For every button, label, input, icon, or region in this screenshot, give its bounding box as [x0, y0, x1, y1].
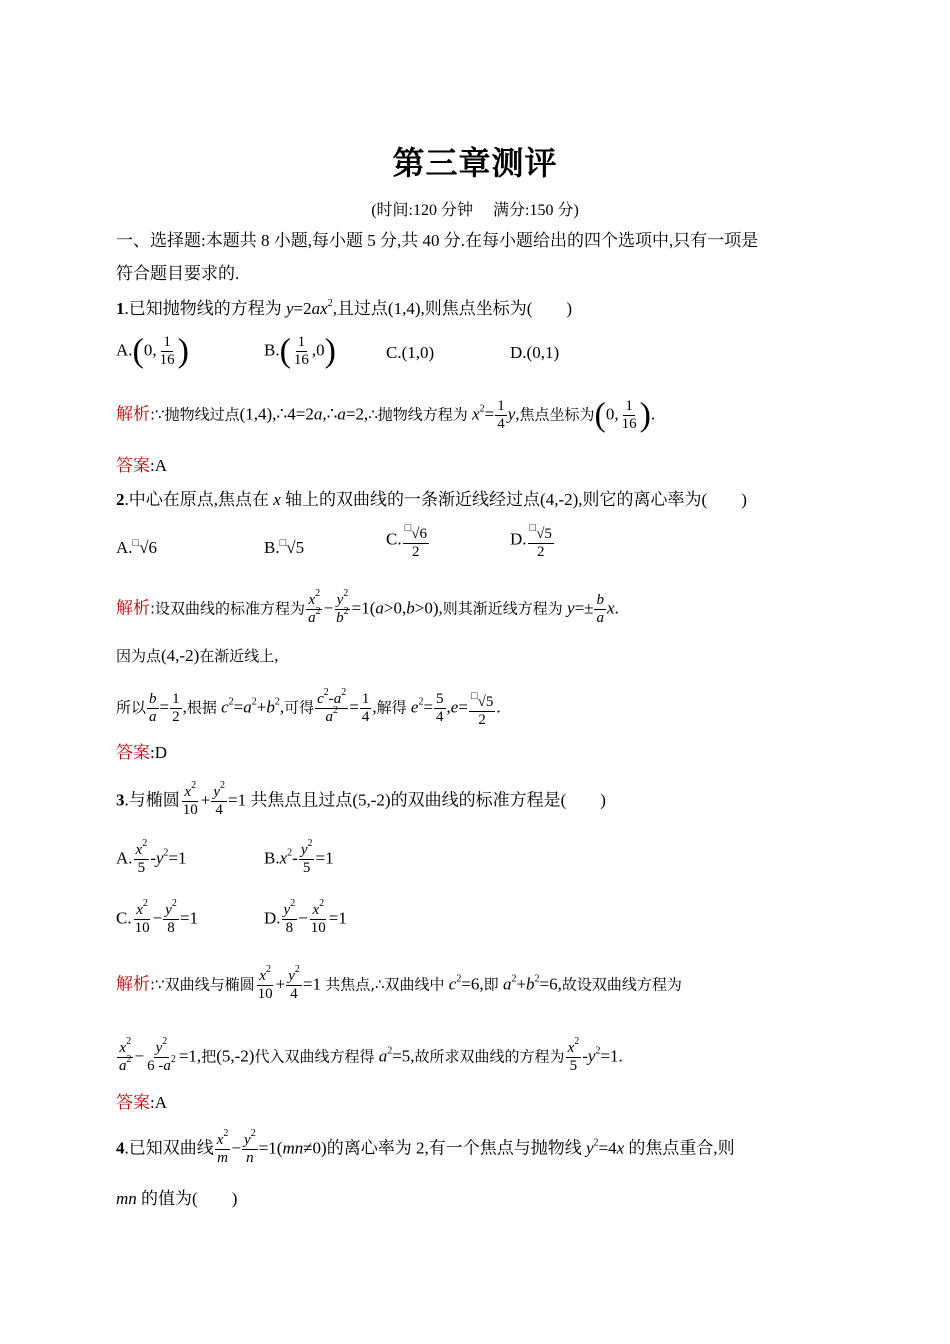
q1-option-a: A.(0, $\frac{1}{16}$ ): [116, 332, 189, 370]
q3-analysis-line1: 解析:∵双曲线与椭圆 $\frac{x^2}{10}$ + $\frac{y^2}{4}$ =1 共焦点,∴双曲线中 $c^2=6$,即 $a^2+b^2=6$,故设双曲线方程为: [116, 964, 682, 1002]
q3-stem: 3.与椭圆 $\frac{x^2}{10}$ + $\frac{y^2}{4}$ =1 共焦点且过点(5,-2)的双曲线的标准方程是( ): [116, 780, 606, 818]
q4-stem-line1: 4.已知双曲线 $\frac{x^2}{m}$ − $\frac{y^2}{n}$ =1(mn≠0)的离心率为 2,有一个焦点与抛物线 $y^2=4x$ 的焦点重合,则: [116, 1128, 735, 1166]
q3-option-b: $B.x^2-$ $\frac{y^2}{5}$ =1: [264, 838, 334, 876]
section-heading-line2: 符合题目要求的.: [116, 264, 240, 283]
q1-options: [116, 326, 816, 376]
q2-answer: 答案:D: [116, 743, 167, 762]
page-subtitle: (时间:120 分钟 满分:150 分): [371, 202, 579, 219]
q2-stem: 2.中心在原点,焦点在 x 轴上的双曲线的一条渐近线经过点(4,-2),则它的离心率为( ): [116, 490, 747, 509]
section-heading-line1: 一、选择题:本题共 8 小题,每小题 5 分,共 40 分.在每小题给出的四个选项中,只有一项是: [116, 231, 759, 250]
q2-option-c: C. $\frac{^□√6}{2}$: [386, 522, 427, 560]
q3-options-row2: [116, 898, 816, 946]
q4-stem-line2: mn 的值为( ): [116, 1189, 238, 1208]
q3-options-row1: [116, 838, 816, 886]
q2-analysis-line3: 所以 $\frac{b}{a}$ = $\frac{1}{2}$ ,根据 $c^2=a^2+b^2$,可得 $\frac{c^2-a^2}{a^2}$ = $\frac{1}{4}$ ,解得 $e^2=$ $\frac{5}{4}$ ,e= $\frac{^□√5}{2}$ .: [116, 687, 501, 728]
q1-option-d: D.(0,1): [510, 343, 560, 362]
q2-analysis-line2: 因为点(4,-2)在渐近线上,: [116, 646, 279, 665]
q2-option-d: D. $\frac{^□√5}{2}$: [510, 522, 552, 560]
page-title: 第三章测评: [392, 144, 558, 182]
q2-option-b: B.□√5: [264, 537, 305, 557]
q3-analysis-line2: $\frac{x^2}{a^2}$ − $\frac{y^2}{6 -a^2}$ =1,把(5,-2)代入双曲线方程得 $a^2=5$,故所求双曲线的方程为 $\frac{x^2}{5}$ $-y^2=1$.: [119, 1036, 623, 1074]
q3-option-a: A. $\frac{x^2}{5}$ $-y^2=1$: [116, 838, 187, 876]
q1-option-b: B.( $\frac{1}{16}$ ,0): [264, 332, 336, 370]
q2-option-a: A.□√6: [116, 537, 158, 557]
q1-option-c: C.(1,0): [386, 343, 435, 362]
q1-stem: 1.已知抛物线的方程为 $y=2ax^2$,且过点(1,4),则焦点坐标为( ): [116, 298, 573, 318]
q3-option-c: C. $\frac{x^2}{10}$ − $\frac{y^2}{8}$ =1: [116, 898, 198, 936]
q1-answer: 答案:A: [116, 456, 167, 475]
q3-option-d: D. $\frac{y^2}{8}$ − $\frac{x^2}{10}$ =1: [264, 898, 347, 936]
q2-analysis-line1: 解析:设双曲线的标准方程为 $\frac{x^2}{a^2}$ − $\frac{y^2}{b^2}$ =1(a>0,b>0),则其渐近线方程为 y=± $\frac{b}{a}$ x.: [116, 588, 619, 626]
q1-analysis: 解析:∵抛物线过点(1,4),∴4=2a,∴a=2,∴抛物线方程为 $x^2=$ $\frac{1}{4}$ y,焦点坐标为(0, $\frac{1}{16}$ ).: [116, 396, 656, 434]
q2-options: [116, 520, 816, 570]
q3-answer: 答案:A: [116, 1093, 167, 1112]
